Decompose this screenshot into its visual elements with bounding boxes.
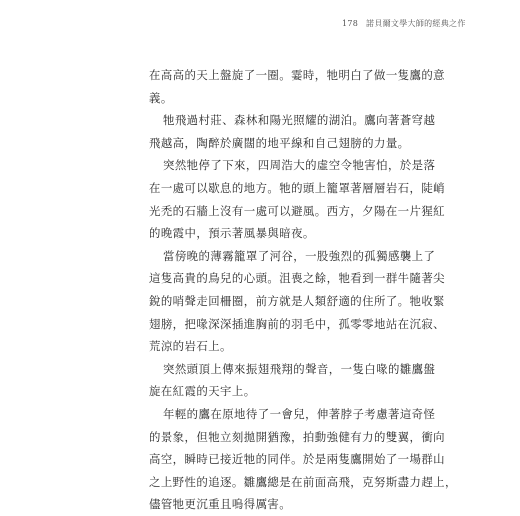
- text-line: 荒涼的岩石上。: [149, 339, 232, 354]
- text-line: 的晚霞中，預示著風暴與暗夜。: [149, 226, 315, 241]
- running-header: [342, 18, 466, 29]
- text-line: 當傍晚的薄霧籠罩了河谷，一股強烈的孤獨感襲上了: [163, 248, 436, 263]
- text-line: 年輕的鷹在原地待了一會兒，伸著脖子考慮著這奇怪: [163, 406, 436, 421]
- text-line: 在高高的天上盤旋了一圈。霎時，牠明白了做一隻鷹的意: [149, 68, 446, 82]
- text-line: 牠飛過村莊、森林和陽光照耀的湖泊。鷹向著蒼穹越: [163, 113, 436, 128]
- text-line: 光禿的石牆上沒有一處可以避風。西方，夕陽在一片猩紅: [149, 203, 446, 218]
- page-number: 178: [342, 19, 359, 28]
- text-line: 義。: [149, 90, 173, 105]
- text-line: 儘管牠更沉重且嗚得厲害。: [149, 497, 292, 512]
- text-line: 銳的哨聲走回柵圈，前方就是人類舒適的住所了。牠收緊: [149, 293, 446, 308]
- text-line: 飛越高，陶醉於廣闊的地平線和自己翅膀的力量。: [149, 135, 410, 150]
- text-line: 在一處可以歇息的地方。牠的頭上籠罩著層層岩石，陡峭: [149, 180, 446, 195]
- text-line: 突然牠停了下來，四周浩大的虛空令牠害怕，於是落: [163, 158, 436, 173]
- text-line: 旋在紅霞的天宇上。: [149, 384, 256, 399]
- text-line: 之上野性的追逐。雛鷹總是在前面高飛，克努斯盡力趕上，: [149, 474, 457, 489]
- text-line: 的景象，但牠立刻拋開猶豫，拍動強健有力的雙翼，衝向: [149, 429, 446, 444]
- book-title: 諾貝爾文學大師的經典之作: [366, 19, 466, 28]
- page-body: [149, 64, 457, 516]
- text-line: 高空，瞬時已接近牠的同伴。於是兩隻鷹開始了一場群山: [149, 452, 446, 467]
- text-line: 突然頭頂上傳來振翅飛翔的聲音，一隻白喙的雛鷹盤: [163, 361, 436, 376]
- text-line: 翅膀，把喙深深插進胸前的羽毛中，孤零零地站在沉寂、: [149, 316, 446, 331]
- text-line: 這隻高貴的鳥兒的心頭。沮喪之餘，牠看到一群牛隨著尖: [149, 271, 446, 286]
